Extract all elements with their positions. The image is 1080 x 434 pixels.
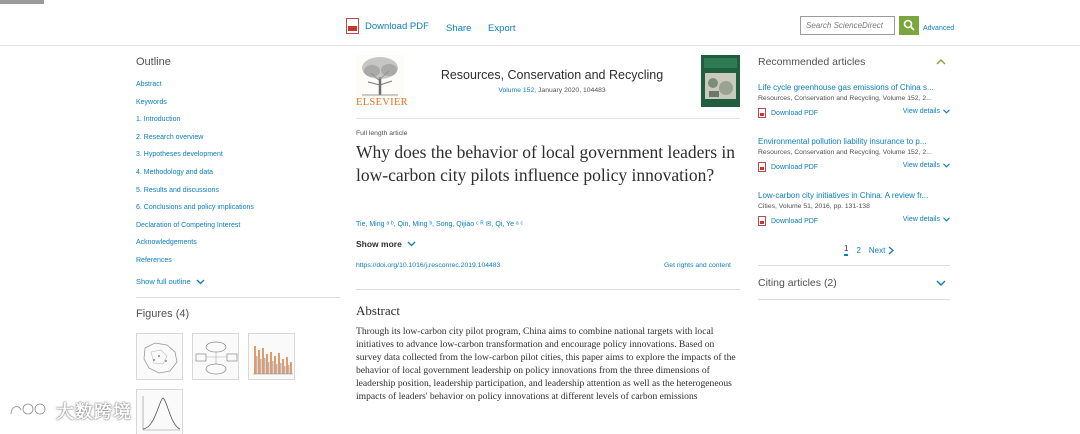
outline-item-abstract[interactable]: Abstract — [136, 81, 162, 88]
show-more-button[interactable] — [356, 239, 416, 249]
recommended-article-source: Resources, Conservation and Recycling, Volume 152, 2... — [758, 149, 932, 156]
advanced-search-link[interactable]: Advanced — [923, 25, 955, 32]
outline-item-declaration[interactable]: Declaration of Competing Interest — [136, 221, 241, 229]
recommended-article-source: Cities, Volume 51, 2016, pp. 131-138 — [758, 203, 870, 210]
abstract-heading: Abstract — [356, 303, 401, 318]
curve-figure-graphic — [137, 390, 183, 434]
journal-name[interactable]: Resources, Conservation and Recycling — [440, 68, 664, 82]
show-full-outline-label: Show full outline — [136, 277, 191, 286]
rights-link[interactable]: Get rights and content — [664, 262, 731, 269]
citing-articles-title[interactable]: Citing articles (2) — [758, 277, 837, 289]
top-toolbar — [0, 0, 1080, 46]
search-button[interactable] — [899, 16, 919, 35]
recommended-download-pdf-button[interactable] — [758, 108, 818, 118]
divider — [356, 118, 740, 119]
watermark — [8, 398, 132, 424]
pdf-icon — [758, 108, 766, 118]
article-type: Full length article — [356, 130, 408, 137]
pdf-icon — [758, 216, 766, 226]
figure-thumbnail-diagram[interactable] — [192, 333, 239, 380]
publisher-name: ELSEVIER — [356, 97, 408, 108]
recommended-article-source: Resources, Conservation and Recycling, Volume 152, 2... — [758, 95, 932, 102]
divider — [758, 265, 950, 266]
recommended-article-item — [758, 137, 950, 174]
recommended-download-pdf-label: Download PDF — [771, 163, 819, 171]
search-icon — [903, 19, 915, 31]
chevron-up-icon[interactable] — [936, 58, 946, 65]
recommended-article-actions — [758, 108, 950, 120]
recommended-download-pdf-button[interactable] — [758, 216, 818, 226]
map-figure-graphic — [137, 334, 183, 380]
chevron-down-icon — [196, 279, 205, 285]
recommended-articles-title[interactable]: Recommended articles — [758, 56, 866, 68]
outline-item-conclusions[interactable]: 6. Conclusions and policy implications — [136, 204, 254, 212]
watermark-logo-icon — [8, 400, 50, 422]
volume-link[interactable]: Volume 152 — [498, 87, 535, 94]
journal-cover-image[interactable] — [701, 55, 740, 107]
outline-item-acknowledgements[interactable]: Acknowledgements — [136, 239, 197, 247]
outline-item-hypotheses[interactable]: 3. Hypotheses development — [136, 151, 223, 159]
outline-item-introduction[interactable]: 1. Introduction — [136, 116, 181, 124]
volume-date: , January 2020, 104483 — [534, 87, 606, 94]
view-details-button[interactable] — [903, 162, 950, 169]
chevron-down-icon — [943, 109, 950, 114]
search-input[interactable]: Search ScienceDirect — [800, 16, 895, 35]
divider — [356, 289, 740, 290]
figure-thumbnail-curve[interactable] — [136, 389, 183, 434]
page-1-link[interactable]: 1 — [844, 244, 848, 256]
recommended-article-title[interactable]: Low-carbon city initiatives in China: A review fr... — [758, 191, 929, 200]
pagination — [844, 244, 894, 256]
view-details-label: View details — [902, 108, 940, 115]
chevron-down-icon — [943, 163, 950, 168]
show-more-label: Show more — [356, 239, 402, 249]
outline-item-references[interactable]: References — [136, 256, 172, 264]
recommended-article-item — [758, 83, 950, 120]
journal-volume — [440, 87, 664, 94]
site-logo[interactable] — [0, 0, 44, 4]
view-details-button[interactable] — [903, 216, 950, 223]
page-2-link[interactable]: 2 — [856, 245, 861, 255]
journal-cover-graphic — [701, 55, 740, 107]
outline-title: Outline — [136, 56, 171, 68]
view-details-button[interactable] — [903, 108, 950, 115]
download-pdf-label: Download PDF — [365, 20, 429, 32]
recommended-article-title[interactable]: Life cycle greenhouse gas emissions of China s... — [758, 83, 934, 92]
pdf-icon — [346, 18, 359, 34]
diagram-figure-graphic — [193, 334, 239, 380]
bar-chart-figure-graphic — [249, 334, 295, 380]
show-full-outline-button[interactable] — [136, 277, 205, 286]
view-details-label: View details — [902, 216, 940, 223]
outline-panel — [136, 56, 340, 274]
export-button[interactable]: Export — [488, 23, 516, 34]
share-button[interactable]: Share — [446, 23, 472, 34]
next-page-link[interactable] — [869, 246, 894, 255]
recommended-download-pdf-label: Download PDF — [771, 217, 819, 225]
chevron-right-icon — [888, 246, 894, 255]
view-details-label: View details — [902, 162, 940, 169]
outline-item-results[interactable]: 5. Results and discussions — [136, 186, 219, 194]
next-page-label: Next — [868, 245, 886, 255]
chevron-down-icon — [943, 217, 950, 222]
recommended-article-title[interactable]: Environmental pollution liability insurance to p... — [758, 137, 927, 146]
chevron-down-icon[interactable] — [936, 280, 946, 287]
chevron-down-icon — [407, 241, 416, 247]
divider — [758, 299, 950, 300]
figure-thumbnail-bar-chart[interactable] — [248, 333, 295, 380]
watermark-text: 大数跨境 — [56, 402, 132, 422]
outline-item-methodology[interactable]: 4. Methodology and data — [136, 168, 214, 176]
figure-thumbnail-map[interactable] — [136, 333, 183, 380]
elsevier-tree-icon — [356, 55, 404, 97]
recommended-article-actions — [758, 216, 950, 228]
pdf-icon — [758, 162, 766, 172]
figures-title: Figures (4) — [136, 308, 190, 320]
divider — [136, 297, 340, 298]
recommended-article-actions — [758, 162, 950, 174]
recommended-download-pdf-button[interactable] — [758, 162, 818, 172]
recommended-article-item — [758, 191, 950, 228]
abstract-text: Through its low-carbon city pilot program, China aims to combine national targets with local initiatives to advance low-carbon transformation and encourage policy innovations. Based on survey data collected from the low-carbon pilot cities, this paper aims to explore the impacts of the behavior of local government leadership on policy innovations from the three dimensions of leadership position, leadership participation, and leadership attention as well as the heterogeneous impacts of leaders' behavior on policy innovations at different levels of carbon emissions — [356, 326, 736, 402]
author-list[interactable]: Tie, Ming ᵃ ᵇ, Qin, Ming ᵇ, Song, Qijiao ᶜ ᴿ ✉, Qi, Ye ᵃ ᶜ — [356, 221, 523, 228]
article-title: Why does the behavior of local government leaders in low-carbon city pilots influence policy innovation? — [356, 142, 736, 185]
outline-item-research-overview[interactable]: 2. Research overview — [136, 133, 204, 141]
outline-item-keywords[interactable]: Keywords — [136, 98, 167, 106]
download-pdf-button[interactable] — [346, 18, 429, 34]
recommended-download-pdf-label: Download PDF — [771, 109, 819, 117]
doi-link[interactable]: https://doi.org/10.1016/j.resconrec.2019.104483 — [356, 262, 501, 269]
